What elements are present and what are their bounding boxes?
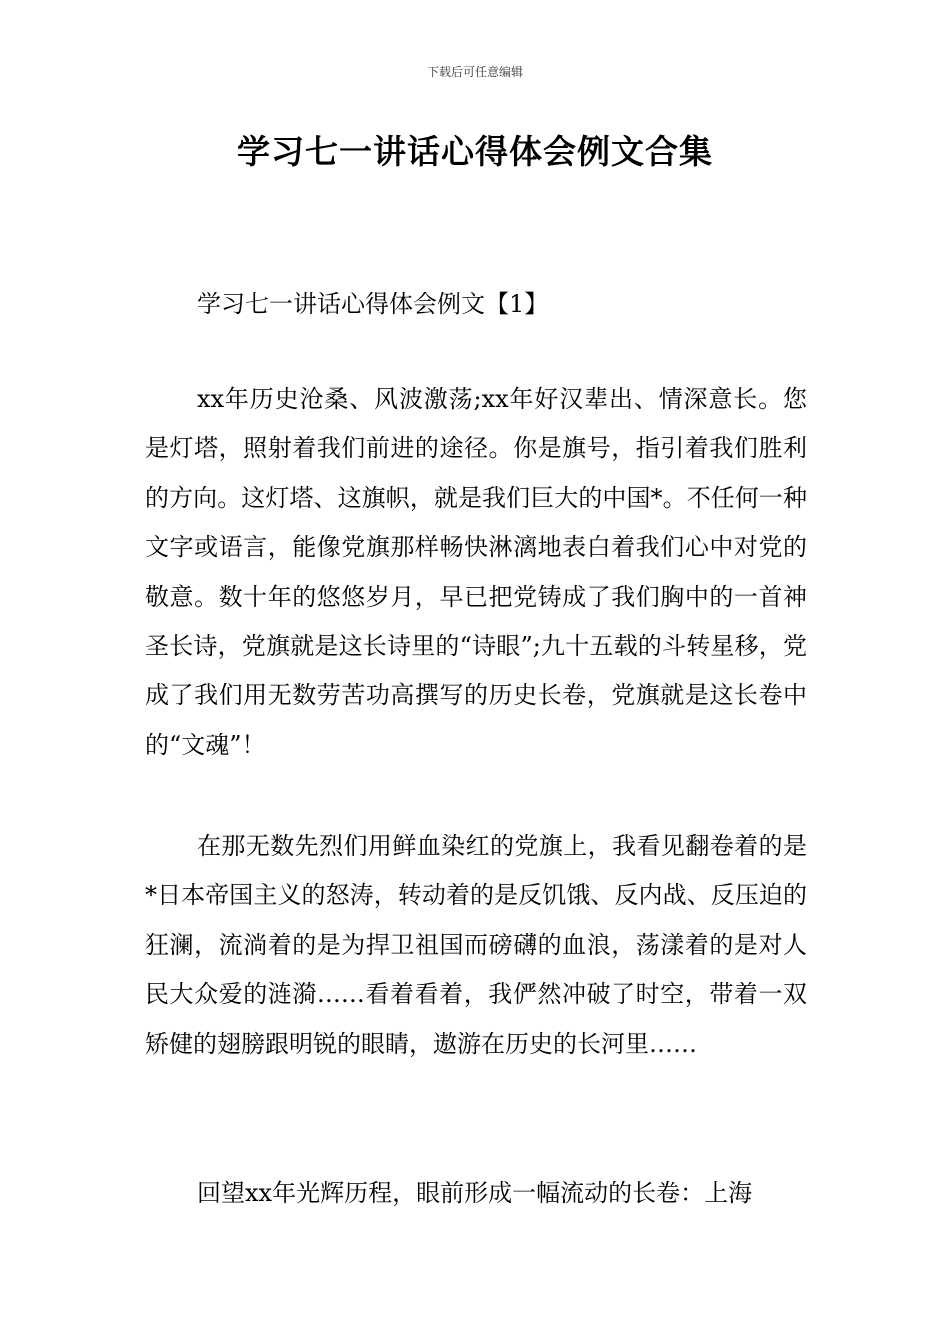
paragraph-1: xx年历史沧桑、风波激荡;xx年好汉辈出、情深意长。您是灯塔，照射着我们前进的途径。你是旗号，指引着我们胜利的方向。这灯塔、这旗帜，就是我们巨大的中国*。不任何一种文字或语言，能像党旗那样畅快淋漓地表白着我们心中对党的敬意。数十年的悠悠岁月，早已把党铸成了我们胸中的一首神圣长诗，党旗就是这长诗里的“诗眼”;九十五载的斗转星移，党成了我们用无数劳苦功高撰写的历史长卷，党旗就是这长卷中的“文魂”！: [145, 385, 807, 759]
header-note: 下载后可任意编辑: [426, 65, 523, 79]
paragraph-3: 回望xx年光辉历程，眼前形成一幅流动的长卷：上海: [197, 1179, 753, 1207]
section-heading: 学习七一讲话心得体会例文【1】: [197, 290, 549, 318]
paragraph-2: 在那无数先烈们用鲜血染红的党旗上，我看见翻卷着的是*日本帝国主义的怒涛，转动着的是反饥饿、反内战、反压迫的狂澜，流淌着的是为捍卫祖国而磅礴的血浪，荡漾着的是对人民大众爱的涟漪……看着看着，我俨然冲破了时空，带着一双矫健的翅膀跟明锐的眼睛，遨游在历史的长河里……: [145, 832, 807, 1058]
document-title: 学习七一讲话心得体会例文合集: [237, 132, 713, 171]
